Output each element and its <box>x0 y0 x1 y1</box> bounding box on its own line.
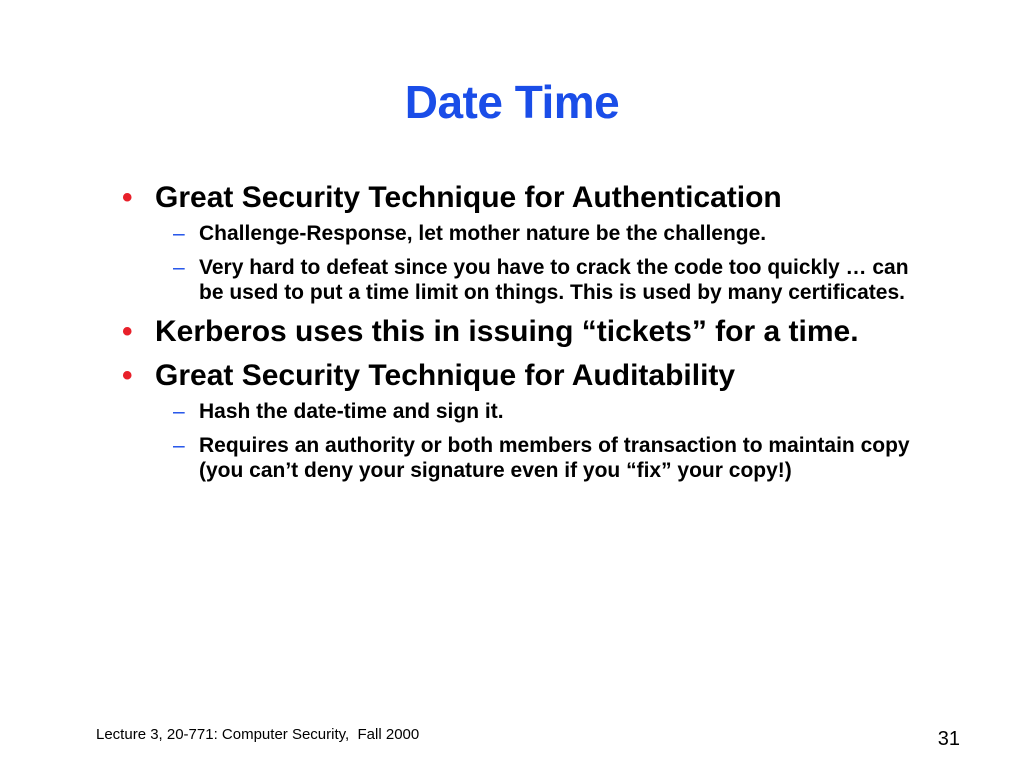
bullet-item <box>122 315 912 349</box>
sub-bullet-list <box>155 399 912 483</box>
footer-lecture-info: Lecture 3, 20-771: Computer Security, Fall 2000 <box>96 726 420 743</box>
bullet-marker: • <box>122 359 133 392</box>
bullet-list <box>122 181 912 483</box>
sub-bullet-item <box>155 433 912 483</box>
sub-bullet-text: Requires an authority or both members of transaction to maintain copy (you can’t deny your signature even if you “fix” your copy!) <box>199 434 910 482</box>
sub-bullet-list <box>155 221 912 305</box>
slide-title: Date Time <box>404 76 620 128</box>
bullet-text: Kerberos uses this in issuing “tickets” for a time. <box>155 315 859 348</box>
dash-marker: – <box>173 256 185 279</box>
page-number: 31 <box>937 728 960 750</box>
dash-marker: – <box>173 222 185 245</box>
bullet-marker: • <box>122 315 133 348</box>
sub-bullet-text: Very hard to defeat since you have to crack the code too quickly … can be used to put a time limit on things. This is used by many certificates. <box>199 256 909 304</box>
bullet-text: Great Security Technique for Auditability <box>155 359 736 392</box>
bullet-item <box>122 181 912 305</box>
sub-bullet-item <box>155 255 912 305</box>
sub-bullet-item <box>155 221 912 246</box>
sub-bullet-text: Challenge-Response, let mother nature be the challenge. <box>199 222 767 245</box>
bullet-text: Great Security Technique for Authentication <box>155 181 782 214</box>
sub-bullet-text: Hash the date-time and sign it. <box>199 400 504 423</box>
dash-marker: – <box>173 434 185 457</box>
sub-bullet-item <box>155 399 912 424</box>
bullet-item <box>122 359 912 483</box>
bullet-marker: • <box>122 181 133 214</box>
dash-marker: – <box>173 400 185 423</box>
